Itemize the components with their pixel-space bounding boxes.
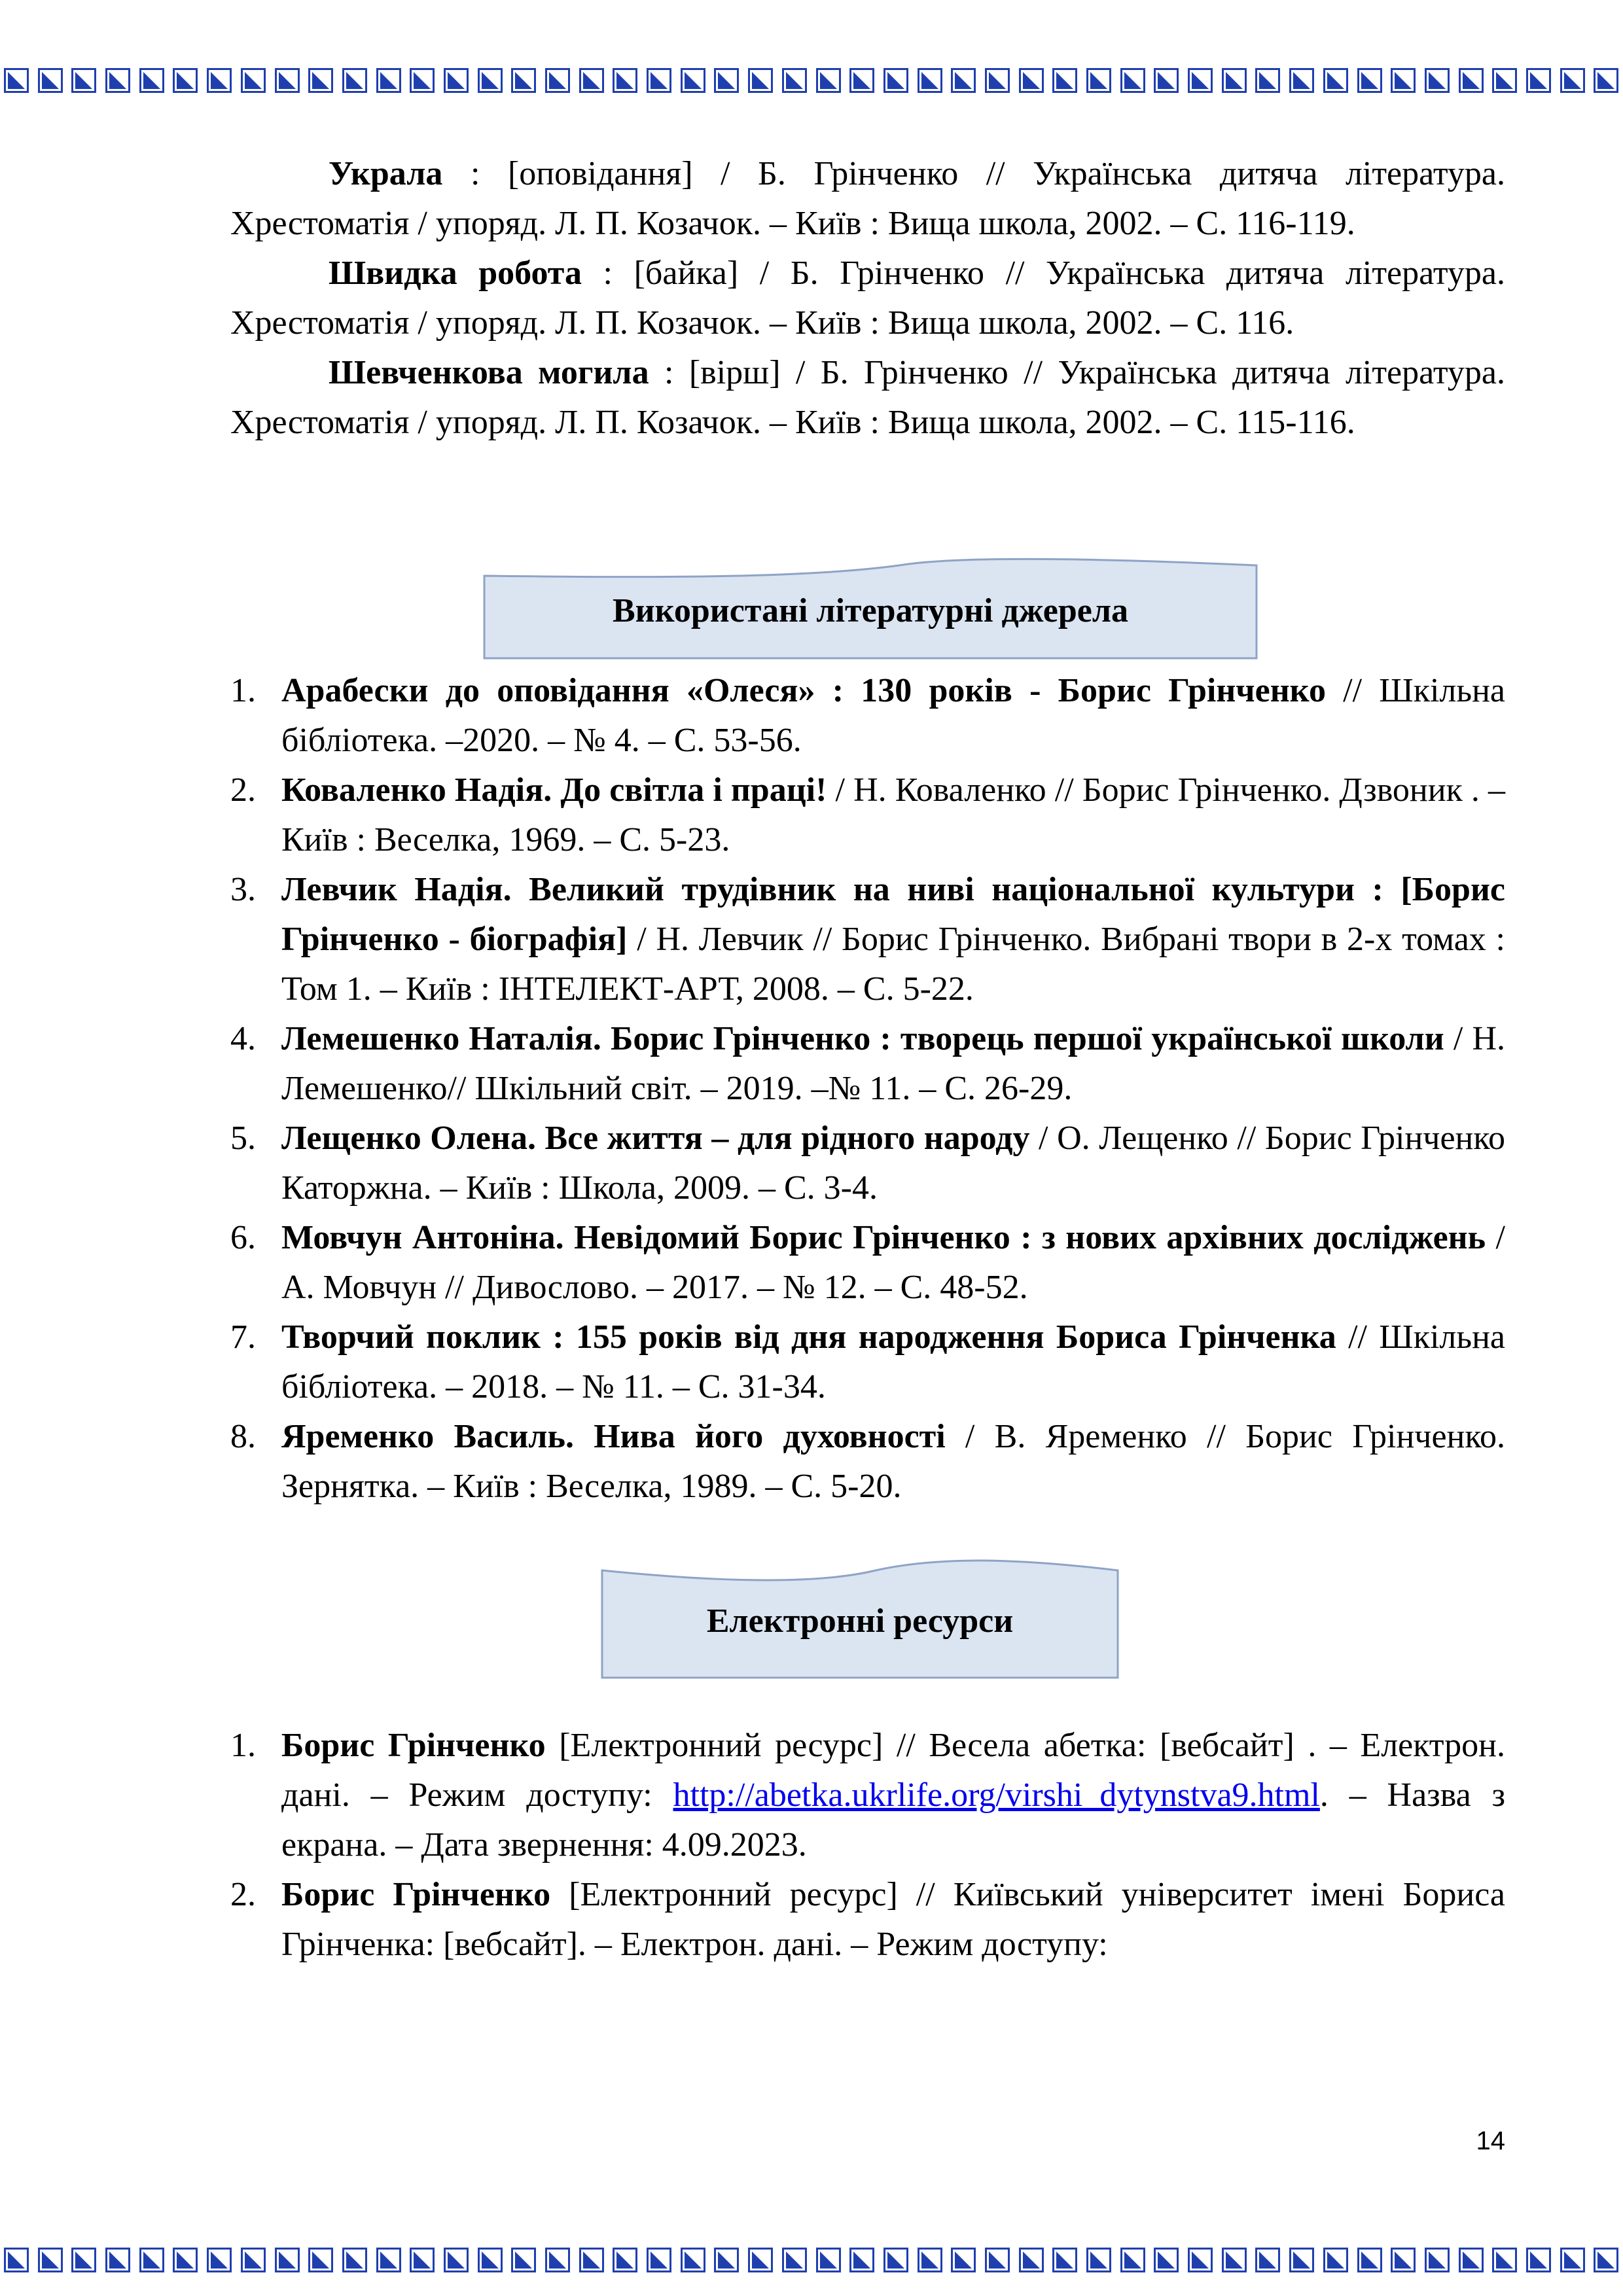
- border-tile: [985, 68, 1010, 93]
- border-tile: [511, 2248, 536, 2272]
- border-tile: [444, 68, 469, 93]
- border-tile: [1560, 68, 1585, 93]
- border-tile: [38, 2248, 63, 2272]
- border-tile: [105, 2248, 130, 2272]
- list-item: [230, 1412, 1505, 1511]
- border-tile: [1492, 68, 1517, 93]
- border-tile: [4, 68, 29, 93]
- border-tile: [613, 68, 637, 93]
- item-details: / О. Лещенко // Борис Грінченко Каторжна. – Київ : Школа, 2009. – С. 3-4.: [281, 1120, 1505, 1207]
- border-tile: [139, 68, 164, 93]
- border-tile: [275, 68, 300, 93]
- border-tile: [1052, 68, 1077, 93]
- sources-banner: [483, 557, 1258, 662]
- border-tile: [1120, 2248, 1145, 2272]
- entry-details: : [байка] / Б. Грінченко // Українська дитяча література. Хрестоматія / упоряд. Л. П. Козачок. – Київ : Вища школа, 2002. – С. 116.: [230, 255, 1505, 342]
- border-tile: [545, 68, 570, 93]
- border-tile: [71, 2248, 96, 2272]
- border-tile: [714, 2248, 739, 2272]
- border-tile: [1255, 68, 1280, 93]
- border-tile: [478, 2248, 503, 2272]
- border-tile: [342, 68, 367, 93]
- border-tile: [782, 2248, 807, 2272]
- border-tile: [951, 68, 976, 93]
- list-item: [230, 1313, 1505, 1412]
- border-tile: [816, 68, 841, 93]
- item-number: 2.: [230, 1876, 256, 1913]
- border-tile: [511, 68, 536, 93]
- border-tile: [376, 68, 401, 93]
- border-tile: [1391, 68, 1416, 93]
- border-tile: [308, 68, 333, 93]
- item-number: 5.: [230, 1120, 256, 1157]
- sources-list-container: [230, 666, 1505, 1511]
- item-number: 2.: [230, 771, 256, 809]
- border-tile: [1188, 68, 1213, 93]
- border-tile: [1019, 68, 1044, 93]
- sources-banner-title: Використані літературні джерела: [612, 592, 1129, 629]
- border-tile: [444, 2248, 469, 2272]
- border-tile: [849, 68, 874, 93]
- border-tile: [1391, 2248, 1416, 2272]
- entry-title: Швидка робота: [329, 255, 582, 292]
- item-details: [Електронний ресурс] // Київський університет імені Бориса Грінченка: [вебсайт]. – Електрон. дані. – Режим доступу:: [281, 1876, 1505, 1963]
- border-tile: [1357, 68, 1382, 93]
- list-item: [230, 1721, 1505, 1870]
- border-tile: [1086, 2248, 1111, 2272]
- border-tile: [1425, 2248, 1450, 2272]
- sources-list: [230, 666, 1505, 1511]
- border-tile: [241, 2248, 266, 2272]
- item-title: Коваленко Надія. До світла і праці!: [281, 771, 827, 809]
- border-tile: [918, 2248, 942, 2272]
- item-title: Левчик Надія. Великий трудівник на ниві національної культури : [Борис Грінченко - біографія]: [281, 871, 1505, 958]
- page-number: 14: [1476, 2127, 1505, 2155]
- list-item: [230, 1213, 1505, 1313]
- item-number: 8.: [230, 1418, 256, 1455]
- item-details: / А. Мовчун // Дивослово. – 2017. – № 12. – С. 48-52.: [281, 1219, 1505, 1306]
- list-item: [230, 1870, 1505, 1969]
- item-number: 7.: [230, 1318, 256, 1356]
- border-tile: [918, 68, 942, 93]
- item-details: / Н. Коваленко // Борис Грінченко. Дзвоник . – Київ : Веселка, 1969. – С. 5-23.: [281, 771, 1505, 858]
- border-tile: [1526, 68, 1551, 93]
- list-item: [230, 1114, 1505, 1213]
- border-tile: [1289, 68, 1314, 93]
- border-tile: [1120, 68, 1145, 93]
- border-tile: [1459, 2248, 1484, 2272]
- item-title: Творчий поклик : 155 років від дня народження Бориса Грінченка: [281, 1318, 1336, 1356]
- border-tile: [849, 2248, 874, 2272]
- border-tile: [1594, 2248, 1618, 2272]
- item-number: 3.: [230, 871, 256, 908]
- border-tile: [1222, 68, 1247, 93]
- page-content: [230, 149, 1505, 448]
- resource-link[interactable]: http://abetka.ukrlife.org/virshi_dytynstva9.html: [673, 1776, 1320, 1814]
- border-tile: [342, 2248, 367, 2272]
- border-tile: [173, 68, 198, 93]
- entry-shvydka-robota: [230, 249, 1505, 348]
- entry-shevchenkova-mohyla: [230, 348, 1505, 448]
- eresources-banner-title: Електронні ресурси: [706, 1602, 1014, 1640]
- border-tile: [613, 2248, 637, 2272]
- border-tile: [1526, 2248, 1551, 2272]
- border-tile: [173, 2248, 198, 2272]
- border-tile: [275, 2248, 300, 2272]
- border-tile: [883, 2248, 908, 2272]
- border-tile: [748, 68, 773, 93]
- border-tile: [1323, 68, 1348, 93]
- border-tile: [478, 68, 503, 93]
- item-title: Лещенко Олена. Все життя – для рідного народу: [281, 1120, 1030, 1157]
- item-number: 6.: [230, 1219, 256, 1256]
- eresources-list: [230, 1721, 1505, 1969]
- border-tile: [139, 2248, 164, 2272]
- entry-details: : [вірш] / Б. Грінченко // Українська дитяча література. Хрестоматія / упоряд. Л. П. Козачок. – Київ : Вища школа, 2002. – С. 115-116.: [230, 354, 1505, 441]
- item-title: Мовчун Антоніна. Невідомий Борис Грінченко : з нових архівних досліджень: [281, 1219, 1486, 1256]
- border-tile: [985, 2248, 1010, 2272]
- border-tile: [1357, 2248, 1382, 2272]
- border-tile: [1594, 68, 1618, 93]
- border-tile: [579, 2248, 604, 2272]
- list-item: [230, 766, 1505, 865]
- border-tile: [1425, 68, 1450, 93]
- border-tile: [681, 68, 705, 93]
- border-tile: [105, 68, 130, 93]
- item-details: / В. Яременко // Борис Грінченко. Зернятка. – Київ : Веселка, 1989. – С. 5-20.: [281, 1418, 1505, 1505]
- bottom-decorative-border: [0, 2245, 1623, 2275]
- border-tile: [816, 2248, 841, 2272]
- border-tile: [1255, 2248, 1280, 2272]
- item-title: Лемешенко Наталія. Борис Грінченко : творець першої української школи: [281, 1020, 1444, 1057]
- item-number: 1.: [230, 672, 256, 709]
- border-tile: [71, 68, 96, 93]
- eresources-list-container: [230, 1721, 1505, 1969]
- border-tile: [207, 68, 232, 93]
- border-tile: [1188, 2248, 1213, 2272]
- border-tile: [681, 2248, 705, 2272]
- border-tile: [1289, 2248, 1314, 2272]
- border-tile: [1019, 2248, 1044, 2272]
- border-tile: [579, 68, 604, 93]
- entry-title: Украла: [329, 155, 443, 192]
- list-item: [230, 865, 1505, 1014]
- border-tile: [1154, 68, 1179, 93]
- item-title: Арабески до оповідання «Олеся» : 130 років - Борис Грінченко: [281, 672, 1326, 709]
- item-details: // Шкільна бібліотека. –2020. – № 4. – С. 53-56.: [281, 672, 1506, 759]
- border-tile: [545, 2248, 570, 2272]
- border-tile: [410, 2248, 435, 2272]
- border-tile: [1492, 2248, 1517, 2272]
- border-tile: [647, 2248, 671, 2272]
- item-details: // Шкільна бібліотека. – 2018. – № 11. – С. 31-34.: [281, 1318, 1505, 1405]
- border-tile: [207, 2248, 232, 2272]
- item-details: [Електронний ресурс] // Весела абетка: [вебсайт] . – Електрон. дані. – Режим доступу:: [281, 1727, 1505, 1814]
- item-title: Яременко Василь. Нива його духовності: [281, 1418, 946, 1455]
- item-number: 1.: [230, 1727, 256, 1764]
- border-tile: [241, 68, 266, 93]
- item-details: / Н. Лемешенко// Шкільний світ. – 2019. –№ 11. – С. 26-29.: [281, 1020, 1505, 1107]
- item-details: / Н. Левчик // Борис Грінченко. Вибрані твори в 2-х томах : Том 1. – Київ : ІНТЕЛЕКТ-АРТ, 2008. – С. 5-22.: [281, 921, 1506, 1008]
- border-tile: [1560, 2248, 1585, 2272]
- border-tile: [1222, 2248, 1247, 2272]
- top-decorative-border: [0, 65, 1623, 96]
- border-tile: [883, 68, 908, 93]
- eresources-banner: [601, 1556, 1119, 1680]
- entry-title: Шевченкова могила: [329, 354, 649, 391]
- border-tile: [4, 2248, 29, 2272]
- border-tile: [1459, 68, 1484, 93]
- border-tile: [714, 68, 739, 93]
- border-tile: [1086, 68, 1111, 93]
- border-tile: [1052, 2248, 1077, 2272]
- border-tile: [308, 2248, 333, 2272]
- border-tile: [1323, 2248, 1348, 2272]
- list-item: [230, 1014, 1505, 1114]
- list-item: [230, 666, 1505, 766]
- border-tile: [647, 68, 671, 93]
- border-tile: [951, 2248, 976, 2272]
- entry-ukrala: [230, 149, 1505, 249]
- border-tile: [410, 68, 435, 93]
- border-tile: [782, 68, 807, 93]
- item-number: 4.: [230, 1020, 256, 1057]
- border-tile: [748, 2248, 773, 2272]
- item-details-tail: . – Назва з екрана. – Дата звернення: 4.09.2023.: [281, 1776, 1506, 1863]
- border-tile: [1154, 2248, 1179, 2272]
- entry-details: : [оповідання] / Б. Грінченко // Українська дитяча література. Хрестоматія / упоряд. Л. П. Козачок. – Київ : Вища школа, 2002. – С. 116-119.: [230, 155, 1505, 242]
- border-tile: [376, 2248, 401, 2272]
- item-title: Борис Грінченко: [281, 1876, 551, 1913]
- item-title: Борис Грінченко: [281, 1727, 546, 1764]
- border-tile: [38, 68, 63, 93]
